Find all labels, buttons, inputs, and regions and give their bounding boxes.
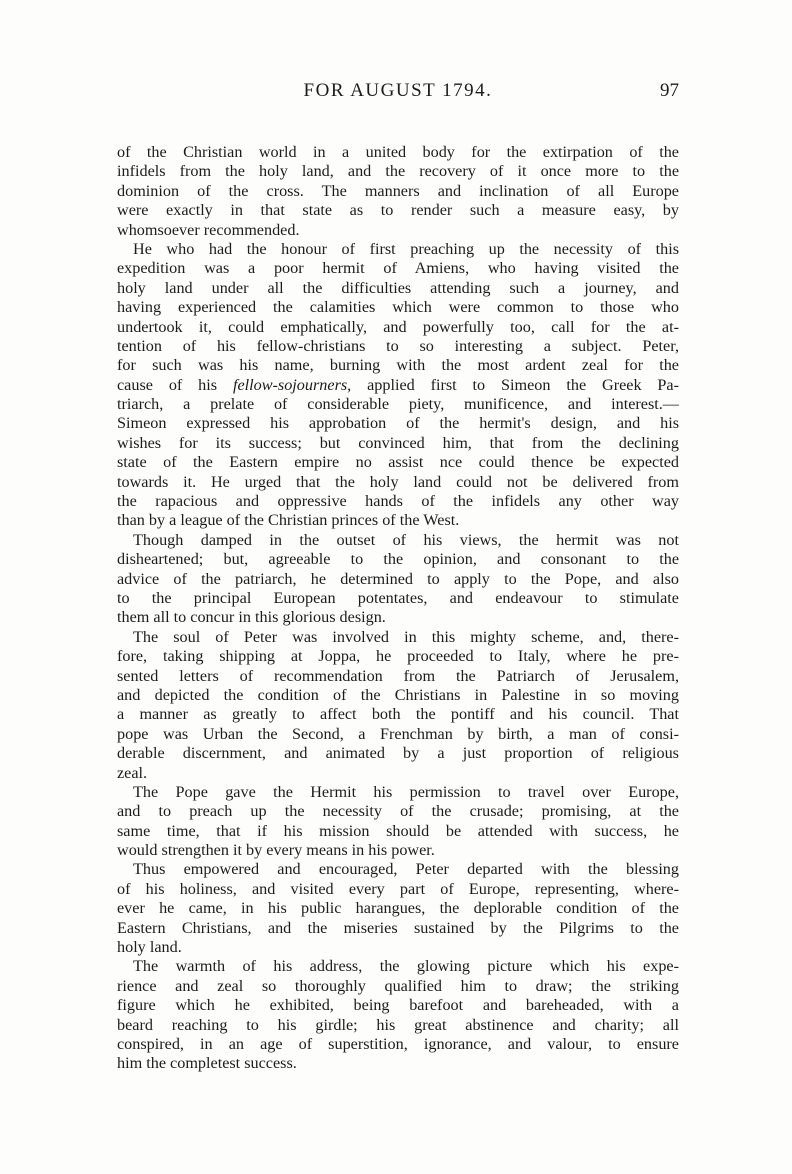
paragraph-6: [117, 860, 679, 957]
text-line: Simeon expressed his approbation of the hermit's design, and his: [117, 414, 679, 433]
text-line: Thus empowered and encouraged, Peter departed with the blessing: [133, 860, 679, 879]
paragraph-1: [117, 143, 679, 240]
text-line: Eastern Christians, and the miseries sustained by the Pilgrims to the: [117, 918, 679, 937]
text-line: of the Christian world in a united body for the extirpation of the: [117, 143, 679, 161]
text-line: pope was Urban the Second, a Frenchman by birth, a man of consi-: [117, 724, 679, 743]
text-line: He who had the honour of first preaching up the necessity of this: [133, 239, 679, 258]
text-line: the rapacious and oppressive hands of the infidels any other way: [117, 492, 679, 511]
text-line: rience and zeal so thoroughly qualified him to draw; the striking: [117, 976, 679, 995]
paragraph-7: [117, 957, 679, 1073]
text-line: sented letters of recommendation from the Patriarch of Jerusalem,: [117, 666, 679, 685]
text-line: wishes for its success; but convinced him, that from the declining: [117, 433, 679, 452]
text-line: a manner as greatly to affect both the pontiff and his council. That: [117, 705, 679, 724]
text-line: The soul of Peter was involved in this mighty scheme, and, there-: [133, 627, 679, 646]
text-line: of his holiness, and visited every part of Europe, representing, where-: [117, 879, 679, 898]
text-line: and to preach up the necessity of the crusade; promising, at the: [117, 802, 679, 821]
text-line: would strengthen it by every means in his power.: [117, 841, 435, 860]
text-line: The warmth of his address, the glowing picture which his expe-: [133, 957, 679, 976]
paragraph-2: [117, 240, 679, 531]
paragraph-3: [117, 531, 679, 628]
text-line: Though damped in the outset of his views, the hermit was not: [133, 530, 679, 549]
text-line: dominion of the cross. The manners and inclination of all Europe: [117, 181, 679, 200]
paragraph-4: [117, 628, 679, 783]
text-line: same time, that if his mission should be attended with success, he: [117, 821, 679, 840]
text-line: them all to concur in this glorious design.: [117, 608, 386, 627]
text-line: whomsoever recommended.: [117, 220, 300, 239]
text-line: towards it. He urged that the holy land could not be delivered from: [117, 472, 679, 491]
text-line: holy land.: [117, 938, 182, 957]
text-line: ever he came, in his public harangues, the deplorable condition of the: [117, 899, 679, 918]
text-line: him the completest success.: [117, 1054, 297, 1073]
text-line: were exactly in that state as to render such a measure easy, by: [117, 201, 679, 220]
text-line: expedition was a poor hermit of Amiens, who having visited the: [117, 259, 679, 278]
text-line: beard reaching to his girdle; his great abstinence and charity; all: [117, 1015, 679, 1034]
paragraph-5: [117, 783, 679, 861]
text-line: triarch, a prelate of considerable piety, munificence, and interest.—: [117, 395, 679, 414]
text-line: and depicted the condition of the Christians in Palestine in so moving: [117, 685, 679, 704]
text-line: derable discernment, and animated by a just proportion of religious: [117, 744, 679, 763]
italic-phrase: fellow-sojourners: [232, 375, 348, 394]
text-line: than by a league of the Christian princes of the West.: [117, 511, 460, 530]
text-line: tention of his fellow-christians to so interesting a subject. Peter,: [117, 336, 679, 355]
running-title: FOR AUGUST 1794.: [303, 80, 493, 101]
text-line: holy land under all the difficulties attending such a journey, and: [117, 278, 679, 297]
text-segment: , applied first to Simeon the Greek Pa-: [347, 375, 679, 394]
text-line-with-italic: [117, 376, 679, 395]
text-line: advice of the patriarch, he determined to apply to the Pope, and also: [117, 569, 679, 588]
text-segment: cause of his: [117, 375, 233, 394]
text-line: The Pope gave the Hermit his permission to travel over Europe,: [133, 782, 679, 801]
running-head: [117, 80, 679, 110]
text-line: infidels from the holy land, and the recovery of it once more to the: [117, 162, 679, 181]
text-line: state of the Eastern empire no assist nce could thence be expected: [117, 453, 679, 472]
text-line: conspired, in an age of superstition, ignorance, and valour, to ensure: [117, 1034, 679, 1053]
text-line: having experienced the calamities which were common to those who: [117, 298, 679, 317]
text-line: for such was his name, burning with the most ardent zeal for the: [117, 356, 679, 375]
text-line: zeal.: [117, 763, 148, 782]
page-number: 97: [660, 80, 679, 101]
text-line: undertook it, could emphatically, and powerfully too, call for the at-: [117, 317, 679, 336]
text-line: figure which he exhibited, being barefoot and bareheaded, with a: [117, 996, 679, 1015]
text-line: to the principal European potentates, and endeavour to stimulate: [117, 588, 679, 607]
text-line: fore, taking shipping at Joppa, he proceeded to Italy, where he pre-: [117, 647, 679, 666]
text-line: disheartened; but, agreeable to the opinion, and consonant to the: [117, 550, 679, 569]
body-text: [117, 143, 679, 1074]
